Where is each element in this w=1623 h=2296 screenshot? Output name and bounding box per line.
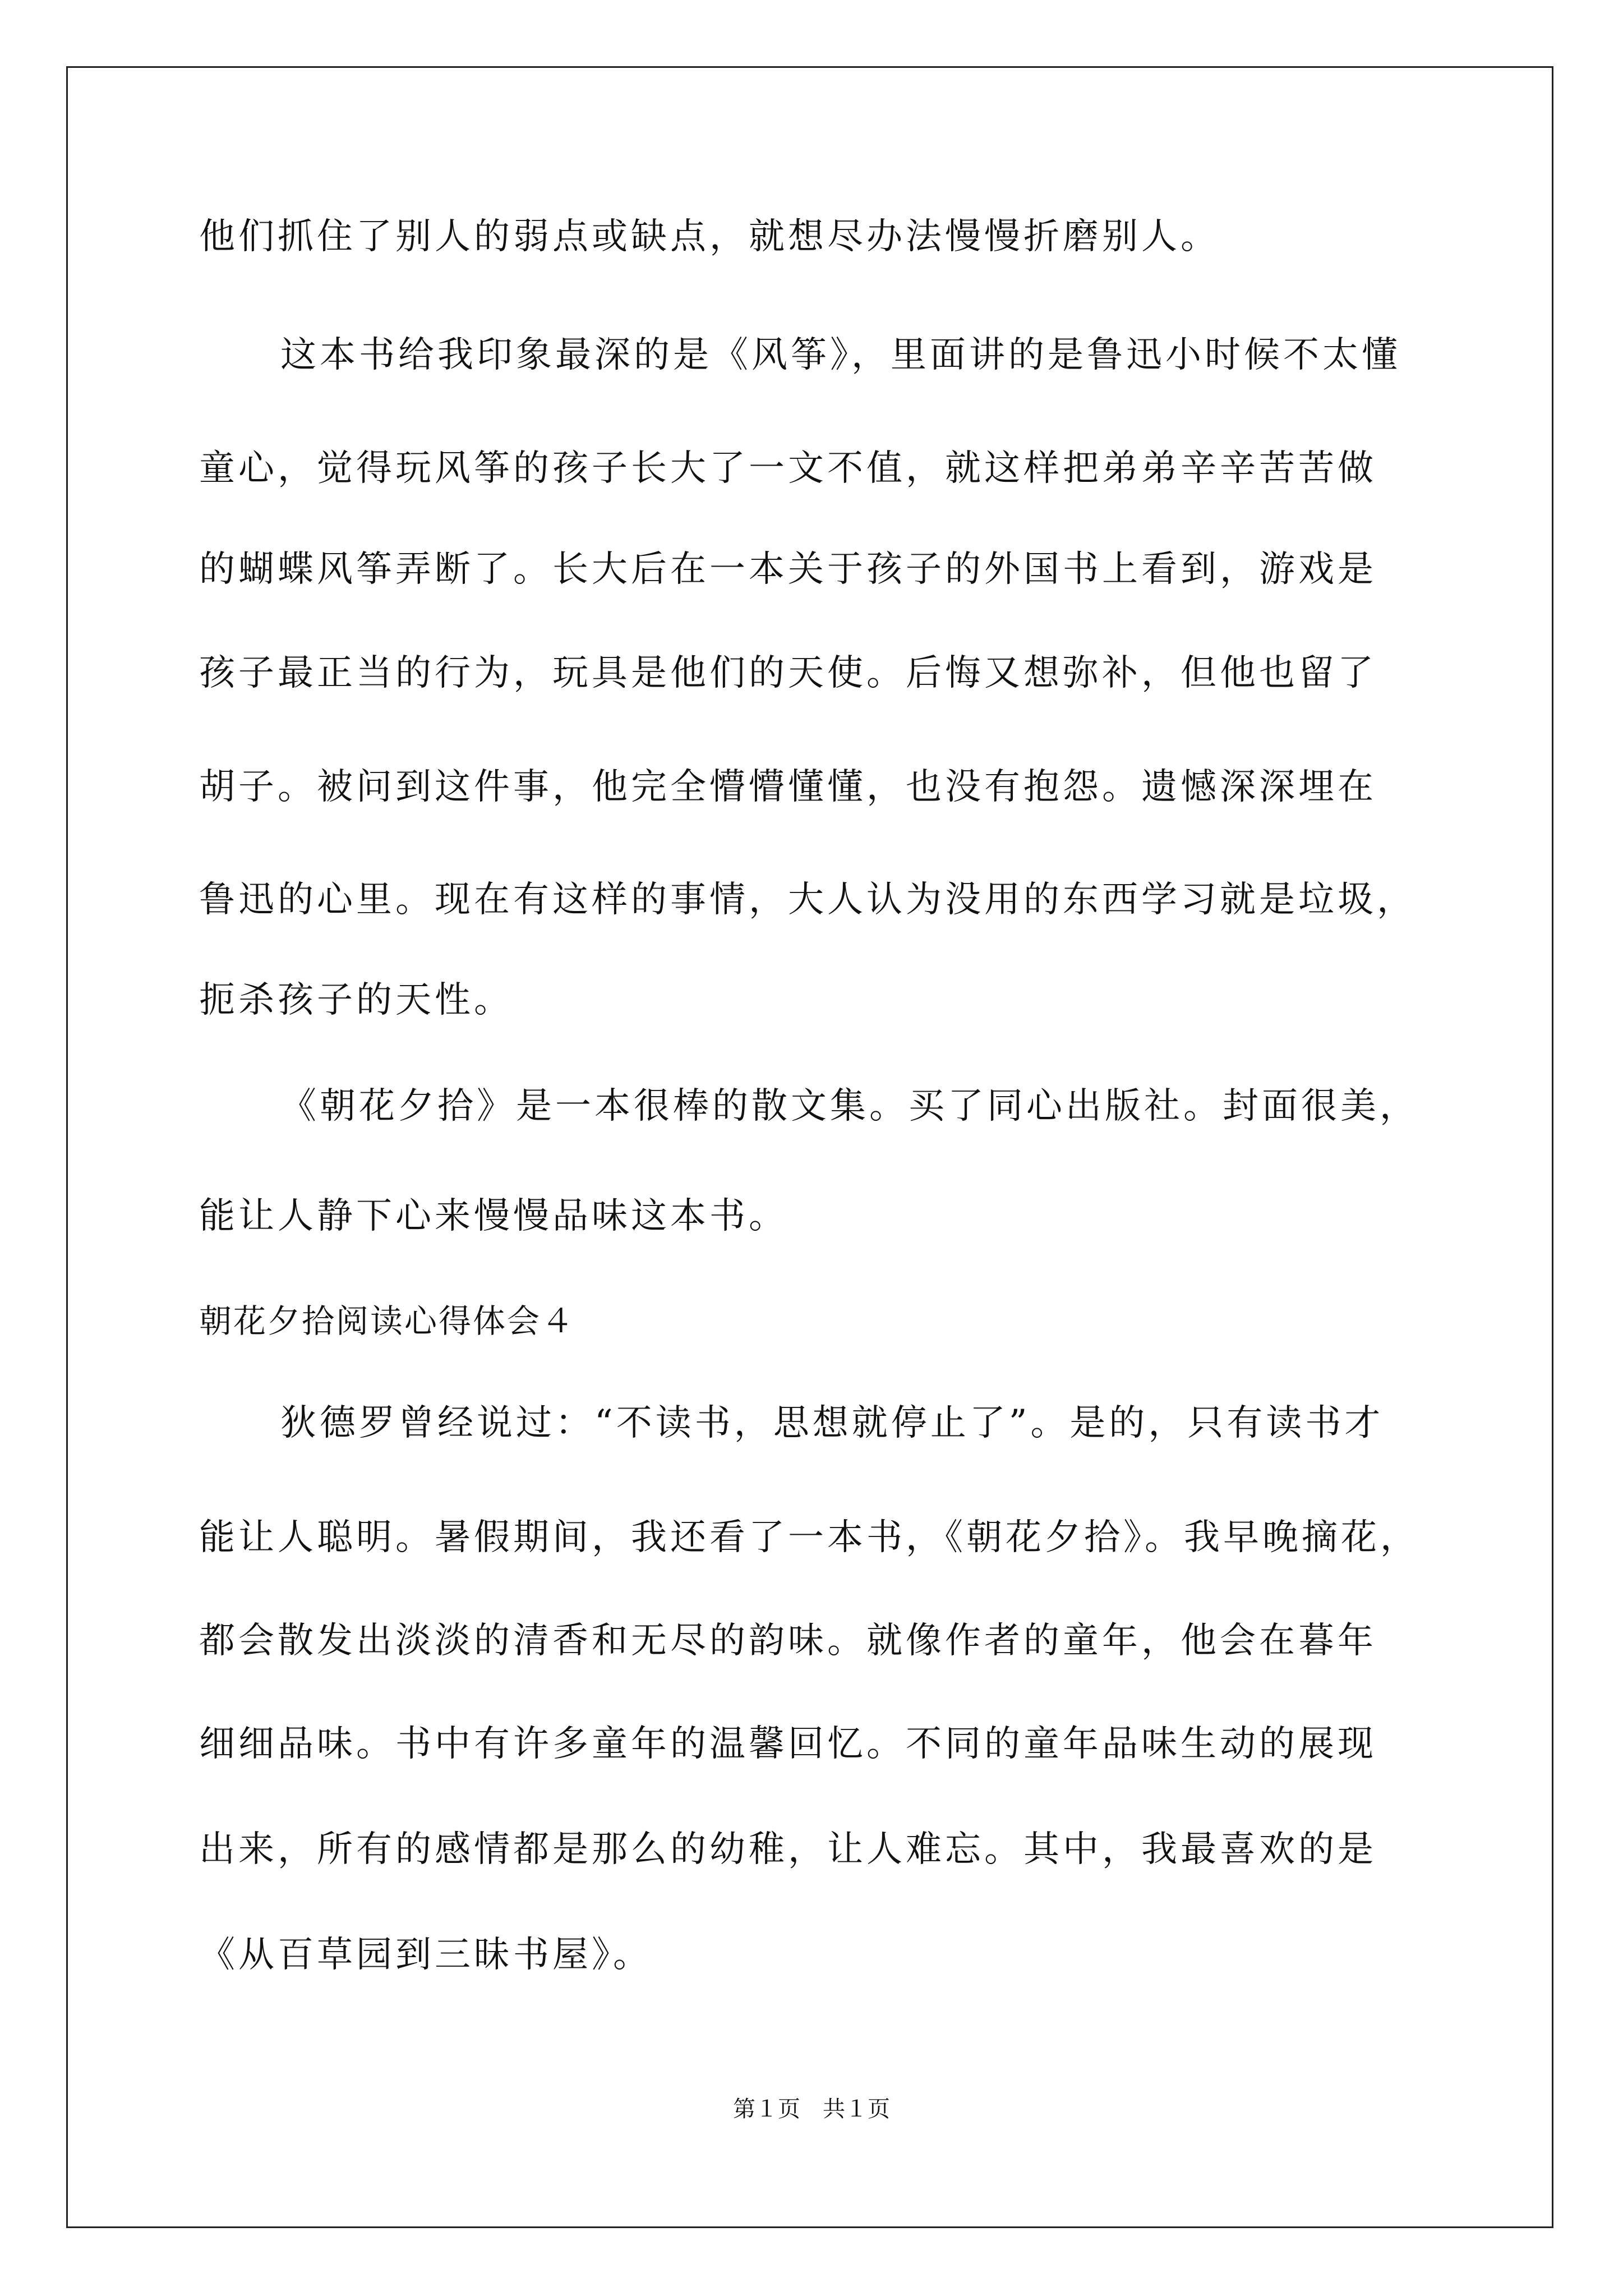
text-line: 都会散发出淡淡的清香和无尽的韵味。就像作者的童年，他会在暮年: [199, 1620, 1377, 1662]
text-line: 的蝴蝶风筝弄断了。长大后在一本关于孩子的外国书上看到，游戏是: [199, 549, 1377, 590]
paragraph-start-line: 狄德罗曾经说过：“不读书，思想就停止了”。是的，只有读书才: [280, 1402, 1384, 1444]
text-line: 细细品味。书中有许多童年的温馨回忆。不同的童年品味生动的展现: [199, 1723, 1377, 1765]
text-line: 童心，觉得玩风筝的孩子长大了一文不值，就这样把弟弟辛辛苦苦做: [199, 448, 1377, 489]
text-line: 他们抓住了别人的弱点或缺点，就想尽办法慢慢折磨别人。: [199, 216, 1220, 257]
text-line: 鲁迅的心里。现在有这样的事情，大人认为没用的东西学习就是垃圾，: [199, 879, 1416, 921]
text-line: 扼杀孩子的天性。: [199, 979, 513, 1021]
text-line: 胡子。被问到这件事，他完全懵懵懂懂，也没有抱怨。遗憾深深埋在: [199, 766, 1377, 808]
paragraph-start-line: 《朝花夕拾》是一本很棒的散文集。买了同心出版社。封面很美，: [280, 1085, 1419, 1127]
paragraph-start-line: 这本书给我印象最深的是《风筝》，里面讲的是鲁迅小时候不太懂: [280, 334, 1401, 376]
page-number-footer: 第１页 共１页: [733, 2096, 890, 2122]
text-line: 能让人静下心来慢慢品味这本书。: [199, 1195, 788, 1237]
section-heading: 朝花夕拾阅读心得体会４: [199, 1302, 576, 1340]
text-line: 孩子最正当的行为，玩具是他们的天使。后悔又想弥补，但他也留了: [199, 652, 1377, 694]
text-line: 出来，所有的感情都是那么的幼稚，让人难忘。其中，我最喜欢的是: [199, 1829, 1377, 1870]
text-line: 能让人聪明。暑假期间，我还看了一本书，《朝花夕拾》。我早晚摘花，: [199, 1517, 1419, 1558]
text-line: 《从百草园到三昧书屋》。: [199, 1934, 652, 1976]
page-frame: [66, 66, 1553, 2228]
